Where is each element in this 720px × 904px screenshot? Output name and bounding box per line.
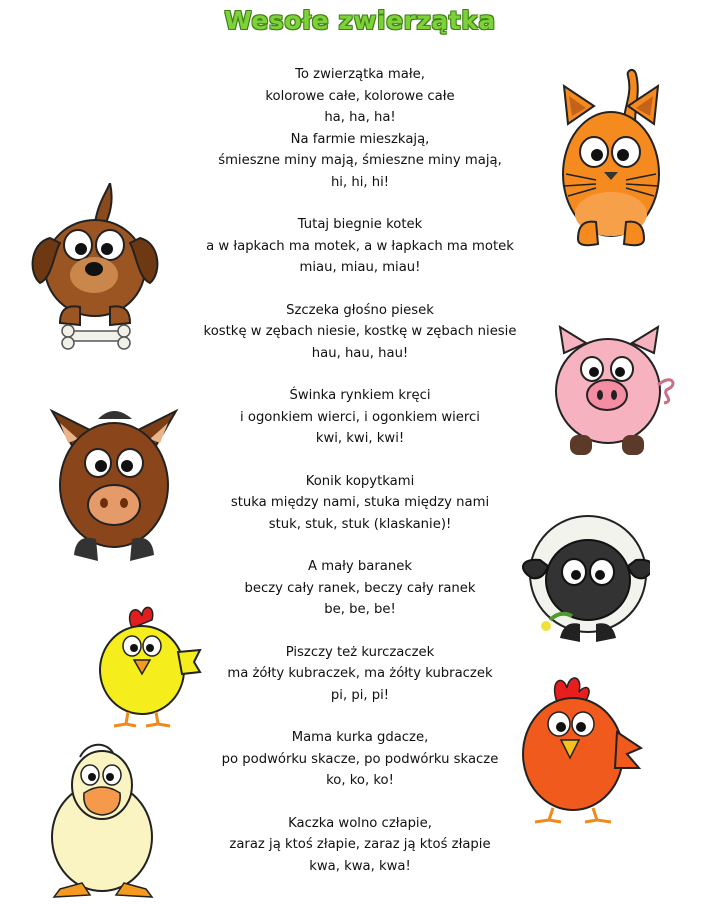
poem-line: śmieszne miny mają, śmieszne miny mają, xyxy=(218,153,502,168)
stanza xyxy=(150,64,570,193)
poem xyxy=(150,64,570,898)
poem-line: miau, miau, miau! xyxy=(299,260,421,275)
poem-line: Kaczka wolno człapie, xyxy=(288,815,432,831)
duck-icon xyxy=(50,743,160,899)
poem-line: ko, ko, ko! xyxy=(326,773,394,788)
poem-line: a w łapkach ma motek, a w łapkach ma motek xyxy=(206,238,514,254)
poem-line: i ogonkiem wierci, i ogonkiem wierci xyxy=(240,409,480,425)
sheep-icon xyxy=(520,508,650,648)
poem-line: Świnka rynkiem kręci xyxy=(289,388,431,403)
poem-line: stuk, stuk, stuk (klaskanie)! xyxy=(268,516,452,532)
poem-line: hi, hi, hi! xyxy=(330,174,390,190)
stanza xyxy=(150,813,570,878)
pig-icon xyxy=(550,325,680,460)
poem-line: To zwierzątka małe, xyxy=(295,67,425,82)
poem-line: po podwórku skacze, po podwórku skacze xyxy=(221,751,499,767)
stanza xyxy=(150,642,570,707)
chick-icon xyxy=(98,602,202,728)
stanza xyxy=(150,300,570,365)
poem-line: stuka między nami, stuka między nami xyxy=(230,495,490,510)
stanza xyxy=(150,556,570,621)
poem-line: Na farmie mieszkają, xyxy=(290,131,430,147)
poem-line: hau, hau, hau! xyxy=(311,345,409,361)
cat-icon xyxy=(556,64,666,254)
poem-line: Szczeka głośno piesek xyxy=(286,302,434,318)
hen-icon xyxy=(517,672,645,827)
poem-line: kostkę w zębach niesie, kostkę w zębach niesie xyxy=(203,324,517,339)
stanza xyxy=(150,727,570,792)
poem-line: zaraz ją ktoś złapie, zaraz ją ktoś złapie xyxy=(229,837,491,852)
stanza xyxy=(150,385,570,450)
poem-line: be, be, be! xyxy=(324,602,396,617)
poem-line: ma żółty kubraczek, ma żółty kubraczek xyxy=(227,666,493,681)
stanza xyxy=(150,214,570,279)
poem-line: kwi, kwi, kwi! xyxy=(315,431,405,446)
poem-line: ha, ha, ha! xyxy=(324,110,396,125)
poem-line: kwa, kwa, kwa! xyxy=(309,858,411,874)
poem-line: pi, pi, pi! xyxy=(330,687,390,703)
poem-line: kolorowe całe, kolorowe całe xyxy=(265,88,455,104)
horse-icon xyxy=(48,405,180,565)
poem-line: Piszczy też kurczaczek xyxy=(285,644,435,660)
poem-line: A mały baranek xyxy=(308,559,412,574)
poem-line: Mama kurka gdacze, xyxy=(291,730,429,745)
dog-icon xyxy=(30,183,160,355)
poem-line: Konik kopytkami xyxy=(305,473,415,489)
poem-line: beczy cały ranek, beczy cały ranek xyxy=(244,580,476,596)
stanza xyxy=(150,471,570,536)
page-title: Wesołe zwierzątka xyxy=(224,6,496,35)
poem-line: Tutaj biegnie kotek xyxy=(297,217,423,232)
